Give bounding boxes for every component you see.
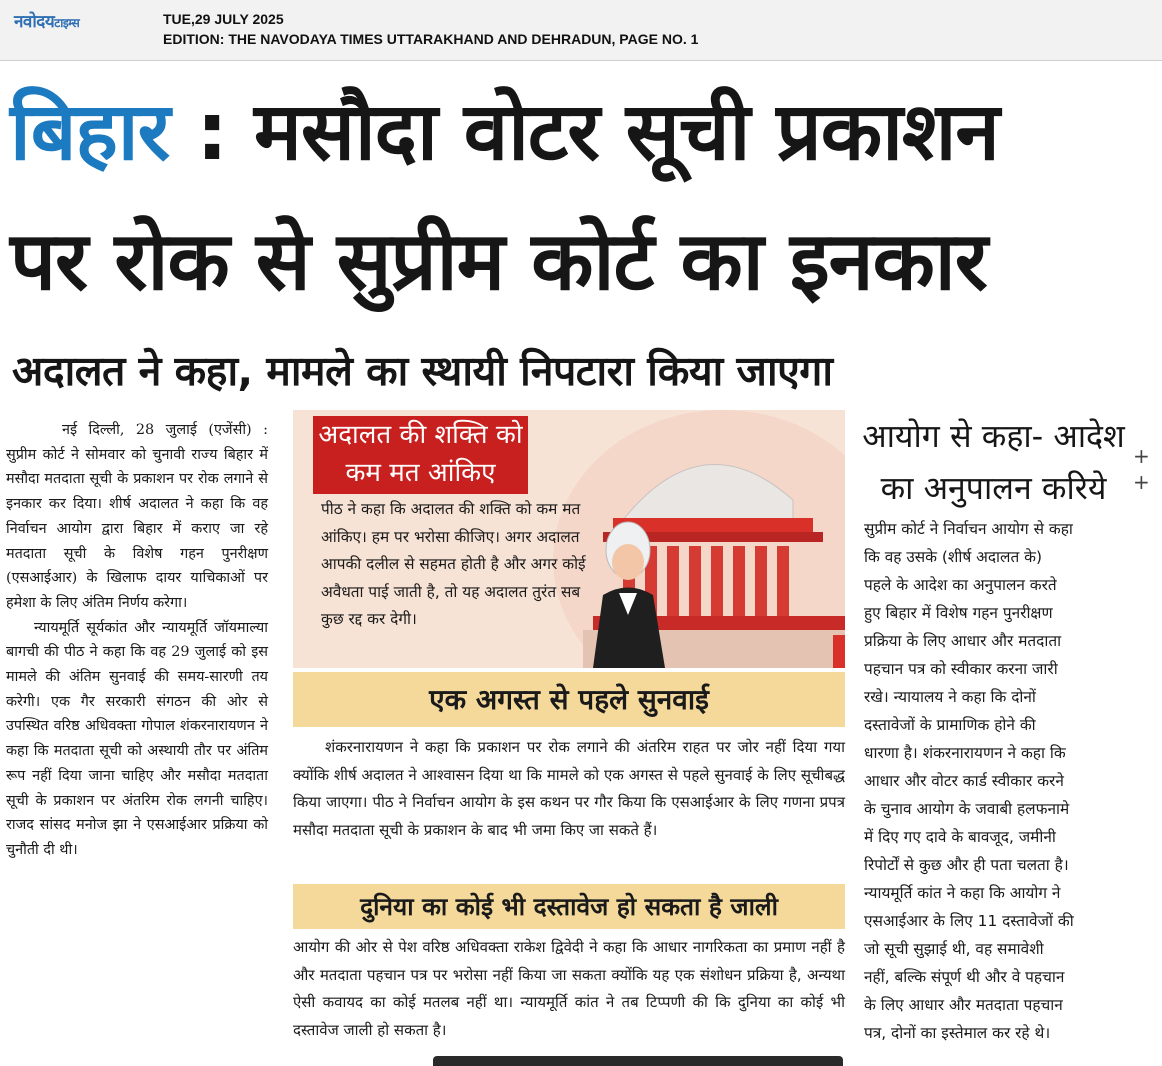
- section-heading-documents: दुनिया का कोई भी दस्तावेज हो सकता है जाली: [293, 884, 845, 929]
- right-line: पहचान पत्र को स्वीकार करना जारी: [864, 660, 1058, 678]
- right-line: के लिए आधार और मतदाता पहचान: [864, 996, 1063, 1014]
- right-para: [864, 515, 1128, 1047]
- masthead-bar: [0, 0, 1162, 61]
- newspaper-logo: [14, 9, 79, 32]
- headline-line-1-rest: : मसौदा वोटर सूची प्रकाशन: [169, 85, 999, 178]
- right-line: में दिए गए दावे के बावजूद, जमीनी: [864, 828, 1056, 846]
- right-line: धारणा है। शंकरनारायणन ने कहा कि: [864, 744, 1066, 762]
- bench-quote: पीठ ने कहा कि अदालत की शक्ति को कम मत आंकिए। हम पर भरोसा कीजिए। अगर अदालत आपकी दलील से सहमत होती है और अगर कोई अवैधता पाई जाती है, तो यह अदालत तुरंत सब कुछ रद्द कर देगी।: [321, 500, 586, 628]
- right-line: जो सूची सुझाई थी, वह समावेशी: [864, 940, 1044, 958]
- left-para-2: न्यायमूर्ति सूर्यकांत और न्यायमूर्ति जॉयमाल्या बागची की पीठ ने कहा कि वह 29 जुलाई को इस मामले की अंतिम सुनवाई की समय-सारणी तय करेगी। एक गैर सरकारी संगठन की ओर से उपस्थित वरिष्ठ अधिवक्ता गोपाल शंकरनारायणन ने कहा कि मतदाता सूची को अस्थायी तौर पर अंतिम रूप नहीं दिया जाना चाहिए और मसौदा मतदाता सूची के प्रकाशन पर अंतरिम रोक लगनी चाहिए। राजद सांसद मनोज झा ने एसआईआर प्रक्रिया को चुनौती दी थी।: [6, 619, 268, 858]
- logo-text: नवोदय: [14, 12, 55, 32]
- section-heading-hearing: एक अगस्त से पहले सुनवाई: [293, 672, 845, 727]
- left-article-column: [6, 418, 268, 863]
- right-line: न्यायमूर्ति कांत ने कहा कि आयोग ने: [864, 884, 1061, 902]
- hearing-para: शंकरनारायणन ने कहा कि प्रकाशन पर रोक लगाने की अंतरिम राहत पर जोर नहीं दिया गया क्योंकि शीर्ष अदालत ने आश्वासन दिया था कि मामले को एक अगस्त से पहले सुनवाई के लिए सूचीबद्ध किया जाएगा। पीठ ने निर्वाचन आयोग के इस कथन पर गौर किया कि एसआईआर के लिए गणना प्रपत्र मसौदा मतदाता सूची के प्रकाशन के बाद भी जमा किए जा सकते हैं।: [293, 738, 845, 839]
- right-heading-line-2: का अनुपालन करिये: [880, 469, 1107, 507]
- right-heading-line-1: आयोग से कहा- आदेश: [862, 417, 1125, 455]
- right-line: रिपोर्टों से कुछ और ही पता चलता है।: [864, 856, 1069, 874]
- documents-para: आयोग की ओर से पेश वरिष्ठ अधिवक्ता राकेश द्विवेदी ने कहा कि आधार नागरिकता का प्रमाण नहीं है और मतदाता पहचान पत्र पर भरोसा नहीं किया जा सकता क्योंकि यह एक संशोधन प्रक्रिया है, अन्यथा ऐसी कवायद का कोई मतलब नहीं था। न्यायमूर्ति कांत ने तब टिप्पणी की कि दुनिया का कोई भी दस्तावेज जाली हो सकता है।: [293, 938, 845, 1039]
- right-line: आधार और वोटर कार्ड स्वीकार करने: [864, 772, 1064, 790]
- right-line: सुप्रीम कोर्ट ने निर्वाचन आयोग से कहा: [864, 520, 1073, 538]
- logo-sub: टाइम्स: [54, 16, 80, 30]
- right-line: हुए बिहार में विशेष गहन पुनरीक्षण: [864, 604, 1053, 622]
- issue-date: TUE,29 JULY 2025: [163, 11, 284, 27]
- right-line: नहीं, बल्कि संपूर्ण थी और वे पहचान: [864, 968, 1065, 986]
- right-column-heading: [856, 410, 1131, 514]
- right-line: पहले के आदेश का अनुपालन करते: [864, 576, 1057, 594]
- hearing-text: [293, 734, 845, 844]
- edition-meta: [163, 9, 698, 49]
- edition-info: EDITION: THE NAVODAYA TIMES UTTARAKHAND AND DEHRADUN, PAGE NO. 1: [163, 31, 699, 47]
- right-line: एसआईआर के लिए 11 दस्तावेजों की: [864, 912, 1074, 930]
- right-line: पत्र, दोनों का इस्तेमाल कर रहे थे।: [864, 1024, 1051, 1042]
- next-headline-fragment: [293, 1050, 845, 1066]
- left-para-1: नई दिल्ली, 28 जुलाई (एजेंसी) : सुप्रीम कोर्ट ने सोमवार को चुनावी राज्य बिहार में मसौदा मतदाता सूची के प्रकाशन पर रोक लगाने से इनकार कर दिया। शीर्ष अदालत ने कहा कि वह निर्वाचन आयोग द्वारा बिहार में कराए जा रहे मतदाता सूची के विशेष गहन पुनरीक्षण (एसआईआर) के खिलाफ दायर याचिकाओं पर हमेशा के लिए अंतिम निर्णय करेगा।: [6, 422, 268, 611]
- headline-line-2: पर रोक से सुप्रीम कोर्ट का इनकार: [10, 215, 987, 309]
- right-line: रखे। न्यायालय ने कहा कि दोनों: [864, 688, 1036, 706]
- headline-line-1: [10, 82, 999, 182]
- highlight-box-title: अदालत की शक्ति को कम मत आंकिए: [313, 416, 528, 494]
- right-line: प्रक्रिया के लिए आधार और मतदाता: [864, 632, 1062, 650]
- right-line: कि वह उसके (शीर्ष अदालत के): [864, 548, 1042, 566]
- registration-mark-icon: +: [1133, 444, 1150, 468]
- subheadline: अदालत ने कहा, मामले का स्थायी निपटारा किया जाएगा: [12, 347, 833, 395]
- registration-mark-icon: +: [1133, 470, 1150, 494]
- documents-text: [293, 934, 845, 1044]
- headline-highlight: बिहार: [10, 85, 170, 178]
- right-article-column: [864, 515, 1128, 1047]
- right-line: दस्तावेजों के प्रामाणिक होने की: [864, 716, 1036, 734]
- right-line: के चुनाव आयोग के जवाबी हलफनामे: [864, 800, 1070, 818]
- cropped-text-shape: [433, 1056, 843, 1066]
- court-image-box: [293, 410, 845, 668]
